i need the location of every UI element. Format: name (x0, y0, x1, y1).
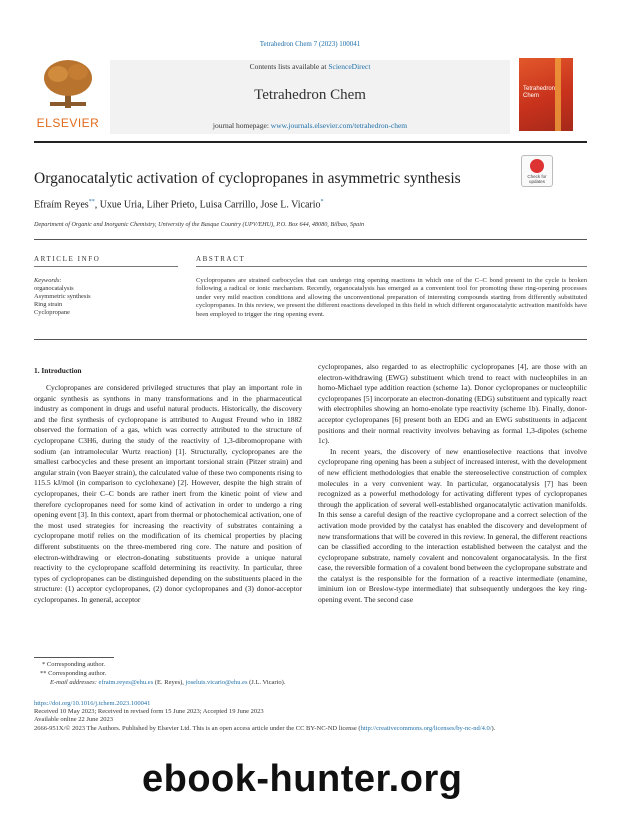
homepage-prefix: journal homepage: (212, 121, 271, 130)
article-info-rule (34, 266, 178, 267)
keyword-item: Ring strain (34, 301, 63, 308)
check-for-updates-badge[interactable] (521, 155, 553, 187)
elsevier-tree-icon (40, 58, 96, 110)
license-link[interactable]: http://creativecommons.org/licenses/by-nc-nd/4.0/ (360, 724, 492, 732)
footnote-corresponding: * Corresponding author. (42, 661, 106, 668)
author-mark[interactable]: * (320, 199, 324, 205)
keywords-label: Keywords: (34, 277, 62, 284)
abstract-heading: ABSTRACT (196, 255, 246, 263)
email-link[interactable]: efraim.reyes@ehu.es (98, 679, 154, 686)
email-link[interactable]: joseluis.vicario@ehu.es (185, 679, 248, 686)
elsevier-logo (34, 56, 102, 132)
article-title: Organocatalytic activation of cyclopropanes in asymmetric synthesis (34, 170, 461, 187)
contents-prefix: Contents lists available at (249, 62, 329, 71)
author-names[interactable]: , Uxue Uria, Liher Prieto, Luisa Carrillo, Jose L. Vicario (94, 199, 321, 211)
available-date: Available online 22 June 2023 (34, 716, 113, 724)
email-label: E-mail addresses: (50, 679, 99, 686)
abstract-text: Cyclopropanes are strained carbocycles that can undergo ring opening reactions in which one of the C–C bond present in the cycle is broken following a radical or ionic mechanism. Recently, organocatalysis has emerged as a convenient tool for promoting these ring-opening processes under very mild reaction conditions and allowing the unconventional preparation of interesting compounds starting from differently substituted cyclopropanes. In this review, we present the different reactions developed in this field in which different organocatalytic activation manifolds have been employed to trigger the ring opening event. (196, 277, 587, 318)
doi-link[interactable]: https://doi.org/10.1016/j.tchem.2023.100041 (34, 700, 151, 707)
article-metadata (34, 700, 589, 733)
footnote-emails (50, 679, 285, 687)
abstract-rule (196, 266, 587, 267)
journal-cover-image (519, 58, 573, 131)
author-list (34, 199, 324, 210)
keyword-item: Asymmetric synthesis (34, 293, 91, 300)
author-mark[interactable]: ** (88, 199, 95, 205)
affiliation: Department of Organic and Inorganic Chemistry, University of the Basque Country (UPV/EHU), P.O. Box 644, 48080, Bilbao, Spain (34, 221, 365, 228)
homepage-link[interactable]: www.journals.elsevier.com/tetrahedron-chem (270, 121, 408, 130)
journal-header (110, 60, 510, 134)
cover-stripe (555, 58, 561, 131)
header-rule (34, 141, 587, 143)
footnote-corresponding: ** Corresponding author. (40, 670, 107, 677)
cover-title-line2: Chem (523, 93, 540, 99)
intro-paragraph: cyclopropanes, also regarded to as electrophilic cyclopropanes [4], are those with an electron-withdrawing (EWG) substituent which trend to react with nucleophiles in an homo-Michael type addition reaction (scheme 1a). Donor cyclopropanes or nucleophilic cyclopropanes [5] incorporate an electron-donating (EDG) substituent and typically react with electrophiles showing an homo-enolate type reactivity (scheme 1b). Finally, donor-acceptor cyclopropanes [6] present both an EDG and an EWG substituents in adjacent positions and their normal reactivity involves behaving as formal 1,3-dipoles (scheme 1c). (318, 362, 587, 446)
badge-text (522, 174, 552, 184)
email-owner: (E. Reyes), (153, 679, 186, 686)
watermark-text: ebook-hunter.org (142, 758, 463, 800)
cover-title (523, 86, 555, 100)
journal-title: Tetrahedron Chem (254, 87, 366, 103)
publisher-name: ELSEVIER (36, 116, 100, 130)
keyword-item: Cyclopropane (34, 309, 70, 316)
cover-title-line1: Tetrahedron (523, 86, 556, 92)
sciencedirect-link[interactable]: ScienceDirect (328, 62, 371, 71)
email-owner: (J.L. Vicario). (247, 679, 286, 686)
license-line (34, 725, 589, 733)
license-text: 2666-951X/© 2023 The Authors. Published by Elsevier Ltd. This is an open access article under the CC BY-NC-ND license ( (34, 724, 361, 732)
body-column-right (318, 362, 587, 606)
section-heading-introduction: 1. Introduction (34, 366, 82, 375)
article-info-heading: ARTICLE INFO (34, 255, 101, 263)
check-updates-icon (530, 159, 544, 173)
footnote-rule (34, 657, 114, 658)
received-dates: Received 10 May 2023; Received in revised form 15 June 2023; Accepted 19 June 2023 (34, 708, 264, 716)
badge-line1: Check for (527, 174, 547, 179)
intro-paragraph: In recent years, the discovery of new enantioselective reactions that involve cyclopropane ring opening has been a subject of increased interest, with the development of new efficient methodologies that enable the stereoselective construction of complex molecules in a very convenient way. In particular, organocatalysis [7] has been recognized as a powerful methodology for activating different types of cyclopropanes through the application of several well-established organocatalytic activation manifolds. In this sense a careful design of the reactive cyclopropane and a correct selection of the activation mode provided by the catalyst has enabled the discovery and development of new transformations that will be covered in this review. In general, the different reactions can be classified according to the interaction established between the catalyst and the cyclopropane substrate, namely covalent and noncovalent organocatalysis. In the first case, the reversible formation of a covalent bond between the cyclopropane substrate and the catalyst is the responsible for the formation of a reactive intermediate (enamine, iminium ion or Breslow-type intermediate) that subsequently undergoes the key ring-opening event. The second case (318, 446, 587, 605)
homepage-line (110, 121, 510, 130)
license-suffix: ). (491, 724, 496, 732)
journal-citation[interactable]: Tetrahedron Chem 7 (2023) 100041 (259, 40, 361, 48)
body-column-left (34, 383, 302, 605)
contents-line (110, 62, 510, 71)
badge-line2: updates (528, 179, 545, 184)
affiliation-rule (34, 239, 587, 240)
keywords-block (34, 277, 91, 317)
keyword-item: organocatalysis (34, 285, 74, 292)
abstract-bottom-rule (34, 339, 587, 340)
intro-paragraph: Cyclopropanes are considered privileged structures that play an important role in organic synthesis as synthons in many transformations and in the pharmaceutical industry as component in drugs and useful natural products. Historically, the discovery and the first synthesis of cyclopropane is attributed to August Freund who in 1882 observed the formation of a gas, which was correctly attributed to the structure of cyclopropane C3H6, during the study of the reactivity of 1,3-dibromopropane with sodium (an intramolecular Wurtz reaction) [1]. Structurally, cyclopropanes are the smallest carbocycles and these present an important torsional strain (Pitzer strain) and angular strain (von Baeyer strain), the calculated value of these two components rising to 115.5 kJ/mol (in comparison to cyclohexane) [2]. However, despite the high strain of cyclopropanes, their C–C bonds are rather inert from the kinetic point of view and therefore cyclopropanes need for some kind of activation in order to undergo a ring opening event [3]. In this context, apart from thermal or photochemical activation, one of the most used strategies for increasing the reactivity of substrates containing a cyclopropane motif relies on the modification of its chemical properties by placing different substituents on the three-membered ring core. The nature and position of electron-withdrawing or electron-donating substituents provide a unique natural reactivity to the cyclopropane scaffold determining its reactivity. In particular, three types of cyclopropanes can be distinguished depending on the substituents placed in the structure: (1) acceptor cyclopropanes, (2) donor cyclopropanes and (3) donor-acceptor cyclopropanes. In general, acceptor (34, 383, 302, 604)
author-name[interactable]: Efraím Reyes (34, 199, 89, 211)
